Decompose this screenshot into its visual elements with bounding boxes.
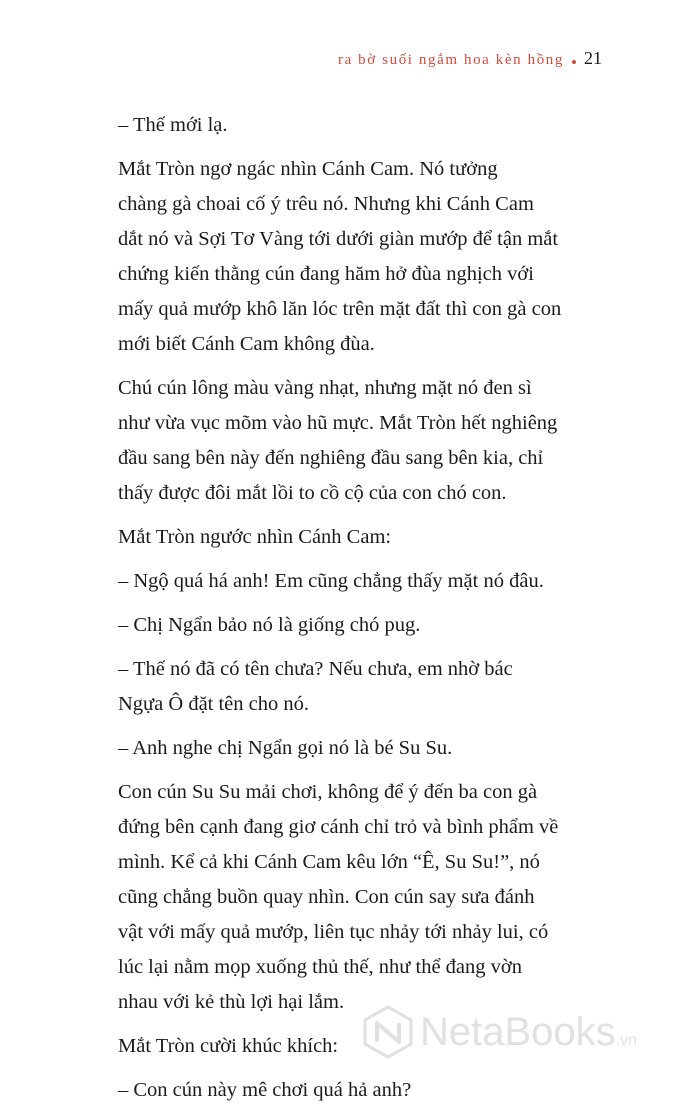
watermark-suffix: .vn xyxy=(615,1032,638,1049)
text-line: đầu sang bên này đến nghiêng đầu sang bên kia, chỉ xyxy=(118,447,544,469)
paragraph xyxy=(118,731,608,766)
netabooks-logo-icon xyxy=(360,1004,416,1060)
text-line: Mắt Tròn ngước nhìn Cánh Cam: xyxy=(118,526,392,548)
text-line: – Thế nó đã có tên chưa? Nếu chưa, em nhờ bác xyxy=(118,658,513,680)
text-line: chàng gà choai cố ý trêu nó. Nhưng khi Cánh Cam xyxy=(118,193,534,215)
text-line: như vừa vục mõm vào hũ mực. Mắt Tròn hết nghiêng xyxy=(118,412,558,434)
paragraph xyxy=(118,371,608,511)
body-text xyxy=(118,108,608,1117)
text-line: Mắt Tròn cười khúc khích: xyxy=(118,1035,339,1057)
paragraph xyxy=(118,775,608,1020)
separator-dot-icon xyxy=(572,60,576,64)
text-line: đứng bên cạnh đang giơ cánh chỉ trỏ và bình phẩm về xyxy=(118,816,559,838)
text-line: – Anh nghe chị Ngẩn gọi nó là bé Su Su. xyxy=(118,737,453,759)
text-line: thấy được đôi mắt lồi to cồ cộ của con chó con. xyxy=(118,482,507,504)
text-line: – Thế mới lạ. xyxy=(118,114,228,136)
text-line: Mắt Tròn ngơ ngác nhìn Cánh Cam. Nó tưởng xyxy=(118,158,498,180)
text-line: mấy quả mướp khô lăn lóc trên mặt đất thì con gà con xyxy=(118,298,562,320)
paragraph xyxy=(118,520,608,555)
text-line: – Ngộ quá há anh! Em cũng chẳng thấy mặt nó đâu. xyxy=(118,570,544,592)
running-header xyxy=(338,48,602,69)
text-line: dắt nó và Sợi Tơ Vàng tới dưới giàn mướp để tận mắt xyxy=(118,228,559,250)
chapter-title: ra bờ suối ngắm hoa kèn hồng xyxy=(337,52,564,68)
text-line: Con cún Su Su mải chơi, không để ý đến ba con gà xyxy=(118,781,538,803)
paragraph xyxy=(118,608,608,643)
text-line: – Chị Ngẩn bảo nó là giống chó pug. xyxy=(118,614,421,636)
text-line: – Con cún này mê chơi quá hả anh? xyxy=(118,1079,412,1101)
paragraph xyxy=(118,152,608,362)
text-line: lúc lại nằm mọp xuống thủ thế, như thể đang vờn xyxy=(118,956,522,978)
netabooks-watermark xyxy=(360,1000,637,1064)
page-number: 21 xyxy=(584,48,602,68)
text-line: chứng kiến thằng cún đang hăm hở đùa nghịch với xyxy=(118,263,534,285)
text-line: Chú cún lông màu vàng nhạt, nhưng mặt nó đen sì xyxy=(118,377,532,399)
text-line: Ngựa Ô đặt tên cho nó. xyxy=(118,693,310,715)
text-line: cũng chẳng buồn quay nhìn. Con cún say sưa đánh xyxy=(118,886,535,908)
paragraph xyxy=(118,564,608,599)
paragraph xyxy=(118,108,608,143)
text-line: nhau với kẻ thù lợi hại lắm. xyxy=(118,991,345,1013)
text-line: mình. Kể cả khi Cánh Cam kêu lớn “Ê, Su Su!”, nó xyxy=(118,851,540,873)
paragraph xyxy=(118,1073,608,1108)
paragraph xyxy=(118,652,608,722)
watermark-text: NetaBooks xyxy=(420,1009,616,1054)
text-line: vật với mấy quả mướp, liên tục nhảy tới nhảy lui, có xyxy=(118,921,549,943)
text-line: mới biết Cánh Cam không đùa. xyxy=(118,333,375,355)
